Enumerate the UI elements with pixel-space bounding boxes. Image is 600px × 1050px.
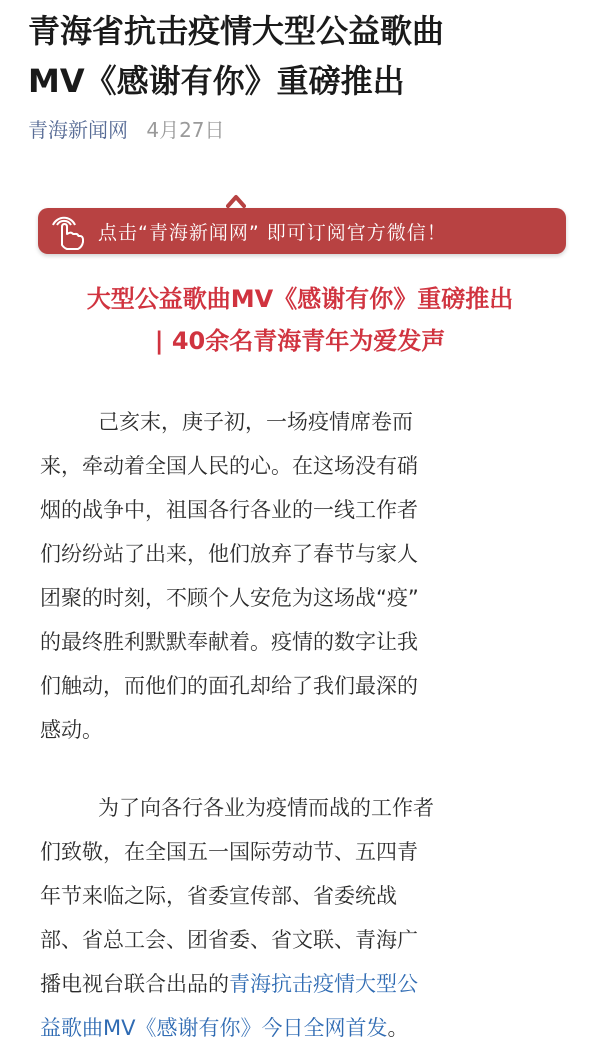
paragraph-line: 己亥末，庚子初，一场疫情席卷而 [98,410,413,434]
paragraph-line [40,1006,570,1050]
article-title [28,6,588,106]
paragraph-line: 感动。 [40,718,103,742]
paragraph-line: 年节来临之际，省委宣传部、省委统战 [40,884,397,908]
hand-tap-icon [48,211,92,251]
subscribe-banner-bar[interactable] [38,208,566,254]
source-link[interactable]: 青海新闻网 [28,118,128,142]
article-title-line-2: MV《感谢有你》重磅推出 [28,62,405,100]
subscribe-banner-text: 点击“青海新闻网” 即可订阅官方微信！ [98,221,447,244]
subtitle-line-2: | 40余名青海青年为爱发声 [154,327,446,355]
paragraph-1 [40,400,570,752]
paragraph-line: 来，牵动着全国人民的心。在这场没有硝 [40,454,418,478]
subscribe-banner[interactable] [38,192,566,264]
paragraph-line [40,962,570,1006]
subtitle-line-1: 大型公益歌曲MV《感谢有你》重磅推出 [86,285,514,313]
song-title-highlight: 益歌曲MV《感谢有你》今日全网首发 [40,1016,388,1040]
paragraph-line: 们致敬，在全国五一国际劳动节、五四青 [40,840,418,864]
paragraph-line: 们纷纷站了出来，他们放弃了春节与家人 [40,542,418,566]
paragraph-line: 团聚的时刻，不顾个人安危为这场战“疫” [40,586,419,610]
paragraph-line: 的最终胜利默默奉献着。疫情的数字让我 [40,630,418,654]
article-title-line-1: 青海省抗击疫情大型公益歌曲 [28,12,445,50]
article-meta [28,116,225,144]
paragraph-text: 播电视台联合出品的 [40,972,229,996]
paragraph-2 [40,786,570,1050]
paragraph-text: 。 [387,1016,409,1040]
article-subtitle [20,278,580,362]
paragraph-line: 部、省总工会、团省委、省文联、青海广 [40,928,418,952]
paragraph-line: 们触动，而他们的面孔却给了我们最深的 [40,674,418,698]
paragraph-line: 烟的战争中，祖国各行各业的一线工作者 [40,498,418,522]
song-title-highlight: 青海抗击疫情大型公 [229,972,418,996]
publish-date: 4月27日 [146,118,225,142]
paragraph-line: 为了向各行各业为疫情而战的工作者 [98,796,434,820]
